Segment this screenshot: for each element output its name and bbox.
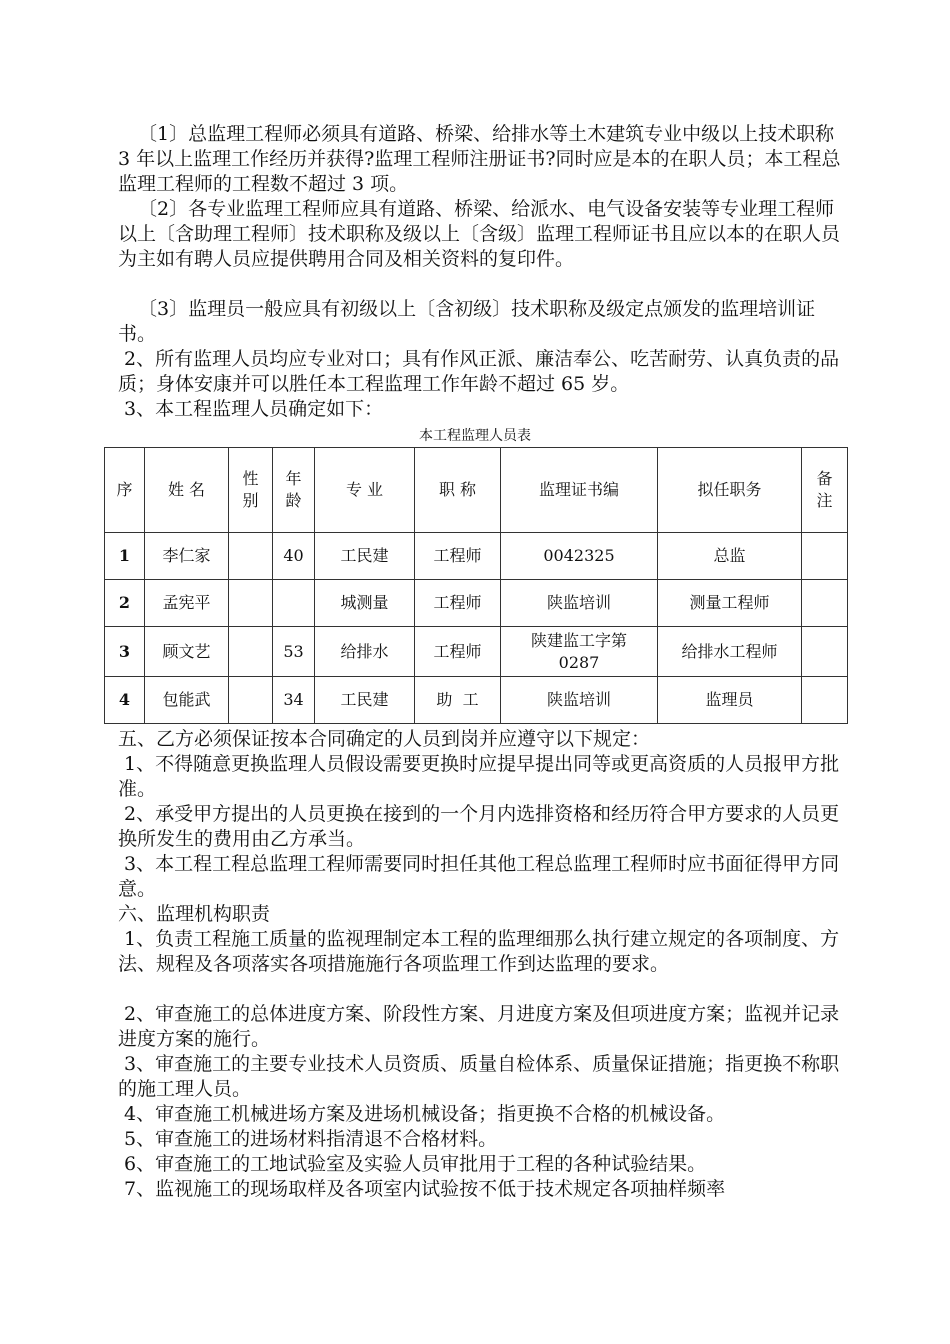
- header-index: 序: [105, 448, 145, 533]
- cell-index: 3: [105, 627, 145, 677]
- cell-gender: [229, 627, 273, 677]
- cell-index: 1: [105, 533, 145, 580]
- table-row: [105, 627, 848, 677]
- section-6-heading: 六、监理机构职责: [118, 903, 271, 925]
- cell-position: 总监: [658, 533, 802, 580]
- cell-remarks: [802, 533, 848, 580]
- cell-name: 包能武: [145, 677, 229, 724]
- table-row: [105, 533, 848, 580]
- paragraph-duty-6: 6、审查施工的工地试验室及实验人员审批用于工程的各种试验结果。: [124, 1153, 707, 1175]
- header-position: 拟任职务: [658, 448, 802, 533]
- cell-title: 工程师: [415, 627, 501, 677]
- cell-specialty: 工民建: [315, 677, 415, 724]
- cell-specialty: 工民建: [315, 533, 415, 580]
- cell-age: 40: [273, 533, 315, 580]
- header-gender: 性 别: [229, 448, 273, 533]
- table-row: [105, 580, 848, 627]
- cell-remarks: [802, 627, 848, 677]
- cell-gender: [229, 677, 273, 724]
- cell-title: 助 工: [415, 677, 501, 724]
- staff-table: [104, 447, 848, 724]
- cell-gender: [229, 533, 273, 580]
- cell-certificate: 陕建监工字第 0287: [501, 627, 658, 677]
- header-certificate: 监理证书编: [501, 448, 658, 533]
- cell-name: 顾文艺: [145, 627, 229, 677]
- cell-name: 李仁家: [145, 533, 229, 580]
- cell-remarks: [802, 677, 848, 724]
- cell-remarks: [802, 580, 848, 627]
- paragraph-qualification-3: 〔3〕监理员一般应具有初级以上〔含初级〕技术职称及级定点颁发的监理培训证书。: [118, 298, 816, 345]
- cell-certificate: 陕监培训: [501, 580, 658, 627]
- cell-gender: [229, 580, 273, 627]
- paragraph-rule-3: 3、本工程工程总监理工程师需要同时担任其他工程总监理工程师时应书面征得甲方同意。: [118, 853, 840, 900]
- cell-title: 工程师: [415, 533, 501, 580]
- section-5-heading: 五、乙方必须保证按本合同确定的人员到岗并应遵守以下规定：: [118, 728, 651, 750]
- cell-certificate: 0042325: [501, 533, 658, 580]
- paragraph-requirement-2: 2、所有监理人员均应专业对口；具有作风正派、廉洁奉公、吃苦耐劳、认真负责的品质；身体安康并可以胜任本工程监理工作年龄不超过 65 岁。: [118, 348, 840, 395]
- header-title: 职 称: [415, 448, 501, 533]
- paragraph-duty-3: 3、审查施工的主要专业技术人员资质、质量自检体系、质量保证措施；指更换不称职的施工理人员。: [118, 1053, 840, 1100]
- cell-index: 4: [105, 677, 145, 724]
- paragraph-duty-1: 1、负责工程施工质量的监视理制定本工程的监理细那么执行建立规定的各项制度、方法、规程及各项落实各项措施施行各项监理工作到达监理的要求。: [118, 928, 840, 975]
- cell-certificate: 陕监培训: [501, 677, 658, 724]
- cell-specialty: 给排水: [315, 627, 415, 677]
- cell-index: 2: [105, 580, 145, 627]
- table-row: [105, 677, 848, 724]
- cell-age: [273, 580, 315, 627]
- table-caption: 本工程监理人员表: [419, 428, 531, 444]
- cell-specialty: 城测量: [315, 580, 415, 627]
- paragraph-qualification-2: 〔2〕各专业监理工程师应具有道路、桥梁、给派水、电气设备安装等专业理工程师以上〔含助理工程师〕技术职称及级以上〔含级〕监理工程师证书且应以本的在职人员为主如有聘人员应提供聘用合同及相关资料的复印件。: [118, 198, 841, 270]
- paragraph-duty-5: 5、审查施工的进场材料指清退不合格材料。: [124, 1128, 498, 1150]
- cell-position: 监理员: [658, 677, 802, 724]
- paragraph-duty-7: 7、监视施工的现场取样及各项室内试验按不低于技术规定各项抽样频率: [124, 1178, 726, 1200]
- header-age: 年 龄: [273, 448, 315, 533]
- paragraph-requirement-3: 3、本工程监理人员确定如下：: [124, 398, 384, 420]
- cell-title: 工程师: [415, 580, 501, 627]
- paragraph-duty-4: 4、审查施工机械进场方案及进场机械设备；指更换不合格的机械设备。: [124, 1103, 726, 1125]
- cell-age: 34: [273, 677, 315, 724]
- paragraph-rule-2: 2、承受甲方提出的人员更换在接到的一个月内选排资格和经历符合甲方要求的人员更换所发生的费用由乙方承当。: [118, 803, 840, 850]
- cell-age: 53: [273, 627, 315, 677]
- table-header-row: [105, 448, 848, 533]
- cell-position: 给排水工程师: [658, 627, 802, 677]
- paragraph-rule-1: 1、不得随意更换监理人员假设需要更换时应提早提出同等或更高资质的人员报甲方批准。: [118, 753, 840, 800]
- cell-name: 孟宪平: [145, 580, 229, 627]
- paragraph-qualification-1: 〔1〕总监理工程师必须具有道路、桥梁、给排水等土木建筑专业中级以上技术职称 3 年以上监理工作经历并获得?监理工程师注册证书?同时应是本的在职人员；本工程总监理工程师的工程数不超过 3 项。: [118, 123, 841, 195]
- header-remarks: 备 注: [802, 448, 848, 533]
- paragraph-duty-2: 2、审查施工的总体进度方案、阶段性方案、月进度方案及但项进度方案；监视并记录进度方案的施行。: [118, 1003, 840, 1050]
- cell-position: 测量工程师: [658, 580, 802, 627]
- header-specialty: 专 业: [315, 448, 415, 533]
- header-name: 姓 名: [145, 448, 229, 533]
